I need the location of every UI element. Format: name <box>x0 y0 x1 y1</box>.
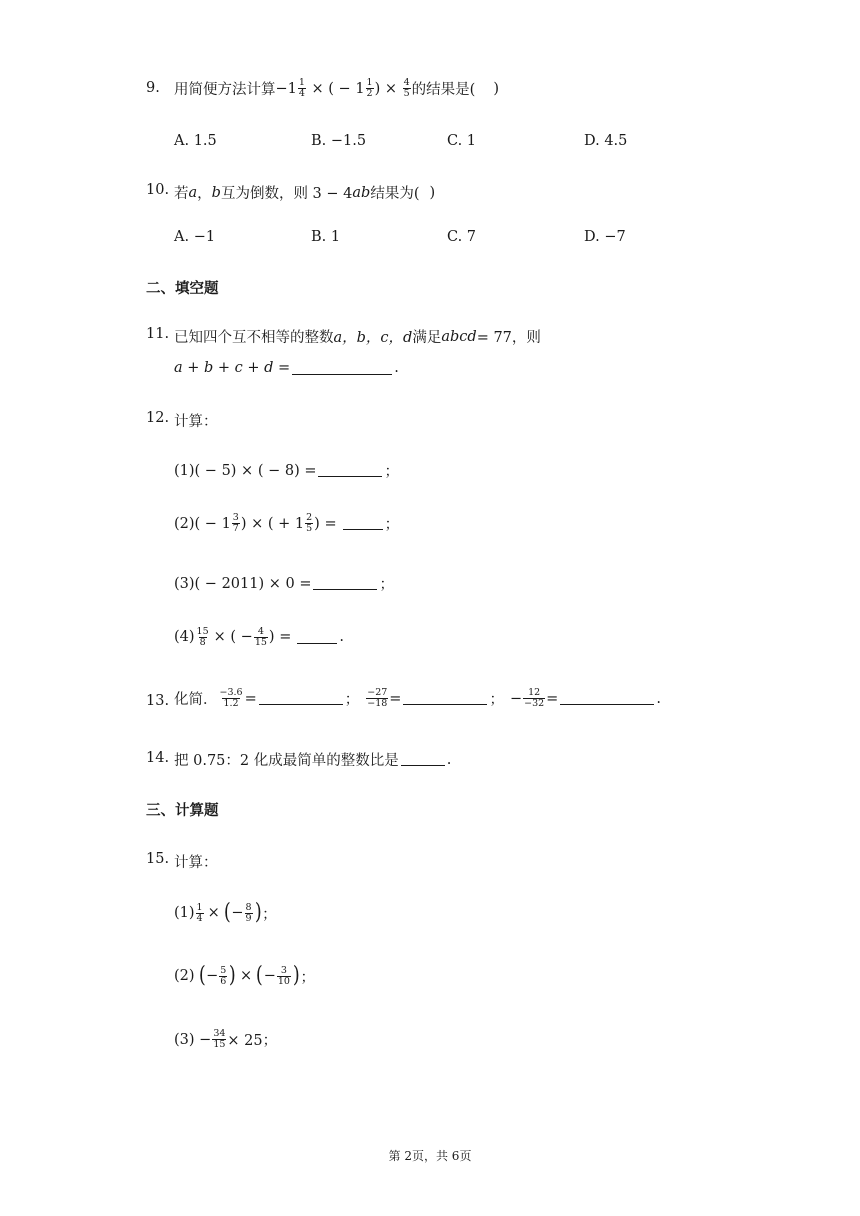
var-a: a <box>188 184 198 201</box>
q11-eq: abcd <box>441 328 477 345</box>
q12-p4-expr: × ( − <box>213 629 253 646</box>
answer-blank[interactable] <box>292 362 392 375</box>
option-b[interactable]: B. −1.5 <box>311 133 367 149</box>
answer-blank[interactable] <box>343 517 383 530</box>
option-d[interactable]: D. −7 <box>584 229 626 245</box>
q12-p4-expr: (4) <box>174 629 195 646</box>
q12-p2-expr: (2)( − 1 <box>174 515 231 532</box>
fraction: $\frac{3}{10}$ <box>277 964 290 987</box>
question-14-text <box>174 749 451 770</box>
fraction: $\frac{4}{5}$ <box>403 77 410 99</box>
q15-p2-expr: (2) <box>174 968 195 984</box>
semicolon: ； <box>300 969 316 986</box>
option-d[interactable]: D. 4.5 <box>584 133 628 149</box>
answer-blank[interactable] <box>318 464 382 477</box>
semicolon: ； <box>262 906 277 923</box>
q15-part-3 <box>174 1029 277 1050</box>
fraction: $\frac{1}{4}$ <box>298 77 305 99</box>
separator: ， <box>197 186 212 202</box>
q14-text: 把 0.75：2 化成最简单的整数比是 <box>174 753 399 769</box>
section-heading-fill-in: 二、填空题 <box>146 280 219 297</box>
q12-part-4 <box>174 627 344 648</box>
equals: = <box>389 690 402 707</box>
question-12-label: 计算： <box>174 414 218 430</box>
fraction: $\frac{-27}{-18}$ <box>367 687 388 709</box>
question-number: 14. <box>146 750 170 766</box>
question-number: 9. <box>146 80 160 96</box>
q9-suffix: 的结果是( <box>411 82 476 98</box>
var-ab: ab <box>352 184 371 201</box>
q10-close-paren: ) <box>429 184 436 201</box>
question-number: 12. <box>146 410 170 426</box>
answer-blank[interactable] <box>401 753 445 766</box>
q11-text: = 77，则 <box>476 330 541 346</box>
option-c[interactable]: C. 1 <box>447 133 477 149</box>
page-footer: 第 2页，共 6页 <box>388 1149 472 1163</box>
q10-text: 若 <box>174 186 189 202</box>
q11-text: 已知四个互不相等的整数 <box>174 330 334 346</box>
option-c[interactable]: C. 7 <box>447 229 477 245</box>
fraction: $\frac{1}{4}$ <box>196 901 203 924</box>
question-number: 15. <box>146 851 170 867</box>
q15-part-1: (1) $\frac{1}{4}$ × ( − $\frac{8}{9}$ ) ； <box>174 900 277 925</box>
semicolon: ； <box>344 692 360 708</box>
q15-p3-expr: × 25； <box>227 1033 278 1049</box>
q10-text: 结果为( <box>370 186 420 202</box>
q12-part-3 <box>174 573 394 594</box>
fraction: $\frac{4}{15}$ <box>254 626 267 648</box>
q12-part-2 <box>174 513 399 534</box>
question-9-text: 用简便方法计算 −1 $\frac{1}{4}$ × ( − 1 $\frac{1}{2}$ ) × $\frac{4}{5}$ 的结果是( ) <box>174 77 500 99</box>
question-15-label: 计算： <box>174 855 218 871</box>
minus-sign: − <box>509 690 523 707</box>
question-number: 13. <box>146 693 170 709</box>
fraction: $\frac{12}{-32}$ <box>524 687 545 709</box>
option-a[interactable]: A. −1 <box>174 229 216 245</box>
q12-p2-expr: ) = <box>314 515 337 532</box>
question-13-text <box>174 688 661 709</box>
q12-p1-expr: (1)( − 5) × ( − 8) = <box>174 462 317 479</box>
fraction: $\frac{8}{9}$ <box>245 901 252 924</box>
fraction: $\frac{1}{2}$ <box>366 77 373 99</box>
fraction: $\frac{3}{7}$ <box>232 512 239 534</box>
equals: = <box>244 690 257 707</box>
equals: = <box>546 690 559 707</box>
q15-p3-expr: (3) − <box>174 1031 212 1048</box>
section-heading-calculation: 三、计算题 <box>146 802 219 819</box>
option-a[interactable]: A. 1.5 <box>174 133 217 149</box>
period: . <box>656 690 661 707</box>
period: . <box>394 360 399 376</box>
question-11-text <box>174 326 541 347</box>
answer-blank[interactable] <box>560 692 654 705</box>
option-b[interactable]: B. 1 <box>311 229 341 245</box>
semicolon: ； <box>384 517 400 533</box>
q15-p1-expr: (1) <box>174 905 195 921</box>
fraction: $\frac{-3.6}{1.2}$ <box>219 687 243 709</box>
period: . <box>339 629 344 646</box>
q10-text: 互为倒数，则 3 − 4 <box>220 186 353 202</box>
q12-part-1 <box>174 460 399 481</box>
fraction: $\frac{5}{6}$ <box>220 964 227 987</box>
var-b: b <box>211 184 221 201</box>
question-number: 11. <box>146 326 170 342</box>
fraction: $\frac{15}{8}$ <box>196 626 209 648</box>
answer-blank[interactable] <box>403 692 487 705</box>
fraction: $\frac{34}{15}$ <box>213 1028 226 1050</box>
question-number: 10. <box>146 182 170 198</box>
answer-blank[interactable] <box>259 692 343 705</box>
q11-vars: a，b，c，d <box>333 330 413 346</box>
semicolon: ； <box>384 464 399 480</box>
answer-blank[interactable] <box>297 631 337 644</box>
times-sign: × <box>207 905 220 921</box>
times-sign: × <box>239 968 253 984</box>
q11-expression: a + b + c + d = <box>174 360 291 376</box>
q15-part-2: (2) ( − $\frac{5}{6}$ ) × ( − $\frac{3}{10}$ ) ； <box>174 963 316 988</box>
q9-prefix: 用简便方法计算 <box>174 82 276 98</box>
question-11-line2 <box>174 360 399 376</box>
question-10-text <box>174 182 435 203</box>
semicolon: ； <box>489 692 504 708</box>
q12-p2-expr: ) × ( + 1 <box>240 515 305 532</box>
q12-p3-expr: (3)( − 2011) × 0 = <box>174 575 312 592</box>
fraction: $\frac{2}{5}$ <box>306 512 313 534</box>
q13-label: 化简． <box>174 692 218 708</box>
answer-blank[interactable] <box>313 577 377 590</box>
period: . <box>446 751 452 768</box>
q12-p4-expr: ) = <box>268 629 292 646</box>
q9-close-paren: ) <box>493 80 500 97</box>
q11-text: 满足 <box>412 330 442 346</box>
semicolon: ； <box>379 577 394 593</box>
